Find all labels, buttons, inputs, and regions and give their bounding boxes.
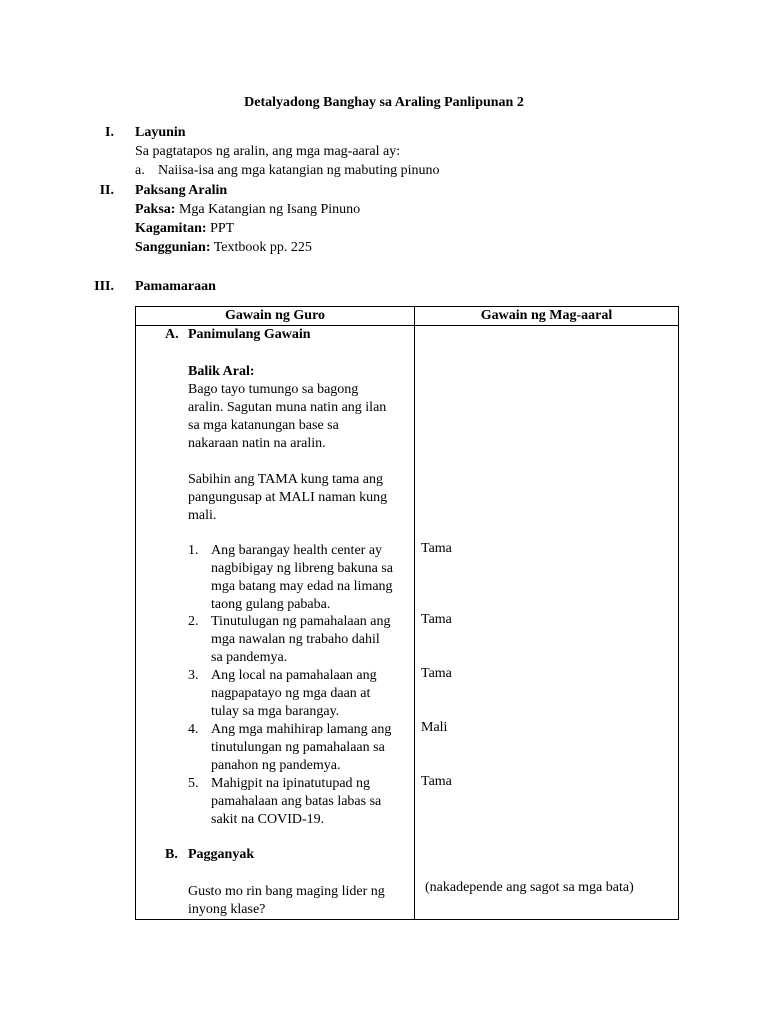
table-body-row xyxy=(136,326,679,920)
sanggunian-label: Sanggunian: xyxy=(135,240,211,255)
instruction-line: Sabihin ang TAMA kung tama ang xyxy=(188,472,383,487)
item-number: 4. xyxy=(188,722,199,737)
objective-marker: a. xyxy=(135,163,145,178)
balik-aral-label: Balik Aral: xyxy=(188,364,255,379)
pagganyak-line: Gusto mo rin bang maging lider ng xyxy=(188,884,385,899)
mag-aaral-cell xyxy=(415,326,679,920)
section-i-heading: Layunin xyxy=(135,125,186,140)
part-b-title: Pagganyak xyxy=(188,847,255,862)
section-i-intro: Sa pagtatapos ng aralin, ang mga mag-aaral ay: xyxy=(135,144,401,159)
pagganyak-line: inyong klase? xyxy=(188,902,266,917)
item-line: panahon ng pandemya. xyxy=(211,758,341,773)
item-line: Ang barangay health center ay xyxy=(211,543,383,558)
section-ii-numeral: II. xyxy=(99,183,114,198)
part-a-marker: A. xyxy=(165,327,179,342)
paksa-value: Mga Katangian ng Isang Pinuno xyxy=(178,202,361,217)
section-iii-heading: Pamamaraan xyxy=(135,279,216,294)
item-number: 2. xyxy=(188,614,199,629)
table-header-row xyxy=(136,307,679,326)
paksa-line xyxy=(135,200,360,219)
section-iii-numeral: III. xyxy=(94,279,114,294)
balik-aral-line: sa mga katanungan base sa xyxy=(188,418,339,433)
item-number: 5. xyxy=(188,776,199,791)
answer: Mali xyxy=(421,720,448,735)
item-line: mga batang may edad na limang xyxy=(211,579,393,594)
item-line: mga nawalan ng trabaho dahil xyxy=(211,632,380,647)
item-line: taong gulang pababa. xyxy=(211,597,331,612)
sanggunian-line xyxy=(135,238,312,257)
item-line: tulay sa mga barangay. xyxy=(211,704,340,719)
paksa-label: Paksa: xyxy=(135,202,176,217)
kagamitan-line xyxy=(135,219,234,238)
item-line: Ang mga mahihirap lamang ang xyxy=(211,722,392,737)
kagamitan-label: Kagamitan: xyxy=(135,221,207,236)
section-ii-heading: Paksang Aralin xyxy=(135,183,228,198)
header-gawain-mag-aaral: Gawain ng Mag-aaral xyxy=(415,307,679,326)
procedure-table xyxy=(135,306,679,920)
part-b-marker: B. xyxy=(165,847,178,862)
item-line: Ang local na pamahalaan ang xyxy=(211,668,377,683)
item-line: Mahigpit na ipinatutupad ng xyxy=(211,776,371,791)
kagamitan-value: PPT xyxy=(210,221,235,236)
item-line: tinutulungan ng pamahalaan sa xyxy=(211,740,385,755)
answer: Tama xyxy=(421,612,452,627)
answer: Tama xyxy=(421,541,452,556)
item-line: pamahalaan ang batas labas sa xyxy=(211,794,382,809)
item-line: Tinutulugan ng pamahalaan ang xyxy=(211,614,391,629)
objective-text: Naiisa-isa ang mga katangian ng mabuting pinuno xyxy=(158,163,440,178)
guro-cell xyxy=(136,326,415,920)
pagganyak-answer: (nakadepende ang sagot sa mga bata) xyxy=(425,880,634,895)
instruction-line: mali. xyxy=(188,508,217,523)
item-line: sa pandemya. xyxy=(211,650,288,665)
answer: Tama xyxy=(421,666,452,681)
header-gawain-guro: Gawain ng Guro xyxy=(136,307,415,326)
part-a-title: Panimulang Gawain xyxy=(188,327,311,342)
balik-aral-line: aralin. Sagutan muna natin ang ilan xyxy=(188,400,387,415)
balik-aral-line: nakaraan natin na aralin. xyxy=(188,436,326,451)
balik-aral-line: Bago tayo tumungo sa bagong xyxy=(188,382,359,397)
instruction-line: pangungusap at MALI naman kung xyxy=(188,490,388,505)
item-number: 1. xyxy=(188,543,199,558)
item-line: nagpapatayo ng mga daan at xyxy=(211,686,371,701)
sanggunian-value: Textbook pp. 225 xyxy=(213,240,312,255)
answer: Tama xyxy=(421,774,452,789)
item-line: sakit na COVID-19. xyxy=(211,812,325,827)
section-i-numeral: I. xyxy=(105,125,114,140)
item-line: nagbibigay ng libreng bakuna sa xyxy=(211,561,393,576)
page-title: Detalyadong Banghay sa Araling Panlipunan 2 xyxy=(244,95,524,110)
item-number: 3. xyxy=(188,668,199,683)
